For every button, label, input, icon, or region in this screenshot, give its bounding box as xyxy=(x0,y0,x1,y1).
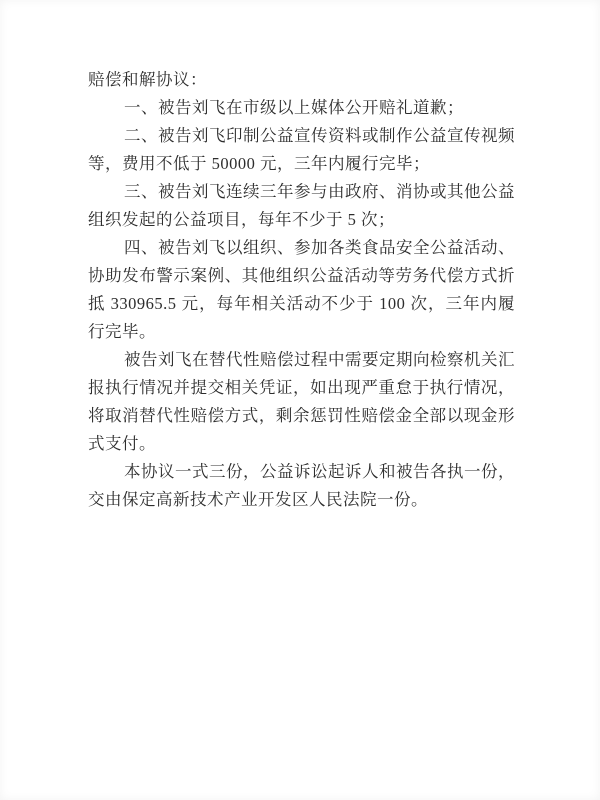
clause-paragraph: 三、被告刘飞连续三年参与由政府、消协或其他公益组织发起的公益项目，每年不少于 5 次； xyxy=(88,182,515,229)
clause-paragraph: 被告刘飞在替代性赔偿过程中需要定期向检察机关汇报执行情况并提交相关凭证，如出现严重怠于执行情况，将取消替代性赔偿方式，剩余惩罚性赔偿金全部以现金形式支付。 xyxy=(88,350,515,453)
agreement-title: 赔偿和解协议： xyxy=(88,70,207,89)
clause-paragraph: 本协议一式三份，公益诉讼起诉人和被告各执一份，交由保定高新技术产业开发区人民法院一份。 xyxy=(88,462,515,509)
agreement-body xyxy=(88,66,515,514)
signature-section xyxy=(0,530,600,730)
clause-paragraph: 四、被告刘飞以组织、参加各类食品安全公益活动、协助发布警示案例、其他组织公益活动等劳务代偿方式折抵 330965.5 元，每年相关活动不少于 100 次，三年内履行完毕。 xyxy=(88,238,515,341)
clause-paragraph: 二、被告刘飞印制公益宣传资料或制作公益宣传视频等，费用不低于 50000 元，三年内履行完毕； xyxy=(88,126,515,173)
clause-paragraph: 一、被告刘飞在市级以上媒体公开赔礼道歉； xyxy=(124,98,464,117)
